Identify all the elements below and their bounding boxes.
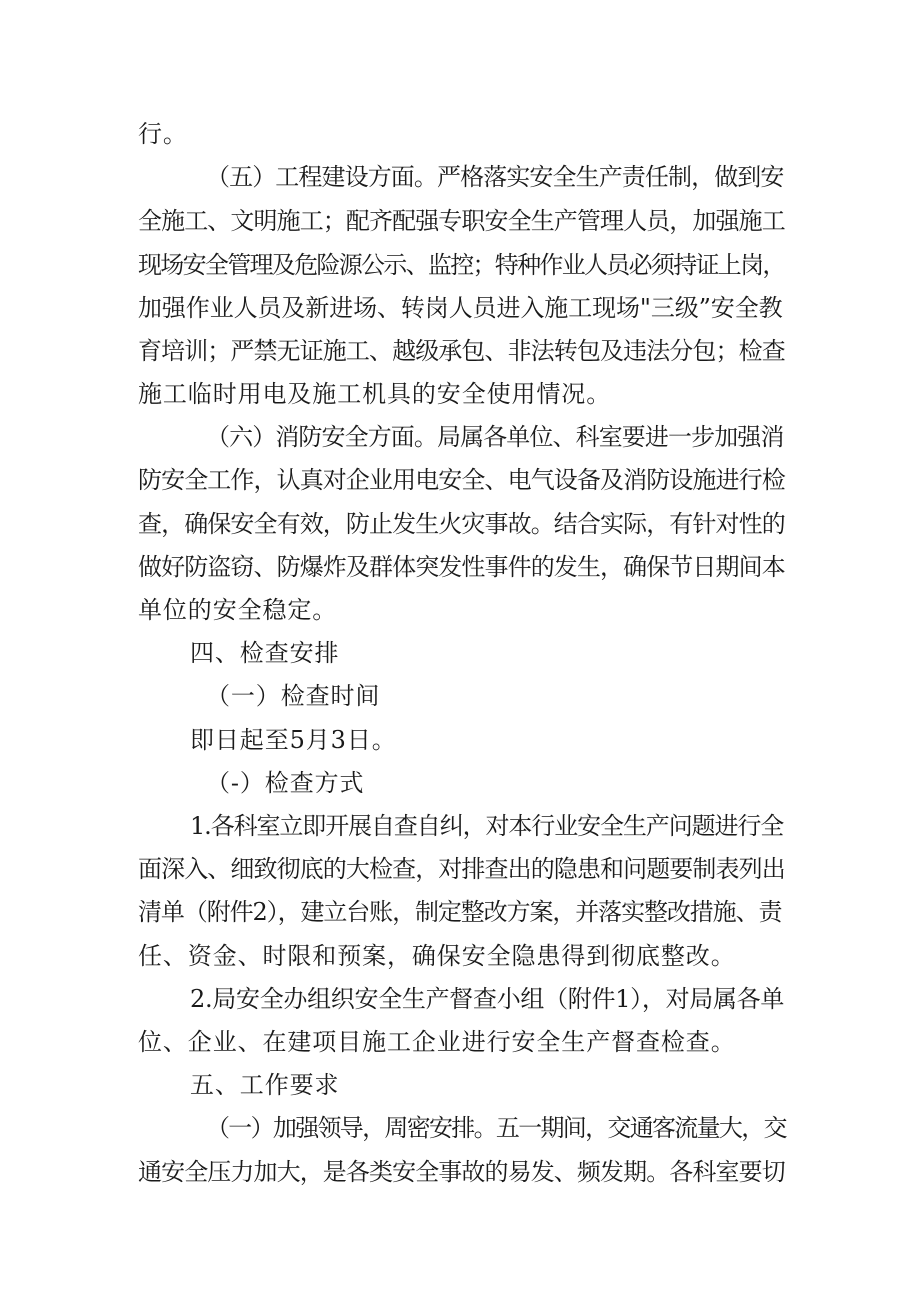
text-line: 面深入、细致彻底的大检查，对排查出的隐患和问题要制表列出: [138, 855, 785, 883]
item-1-line-1: 1.各科室立即开展自查自纠，对本行业安全生产问题进行全: [190, 812, 784, 840]
text-line: 加强作业人员及新进场、转岗人员进入施工现场"三级”安全教: [138, 294, 783, 322]
subheading-check-method: （-）检查方式: [206, 769, 365, 797]
text-line: 育培训；严禁无证施工、越级承包、非法转包及违法分包；检查: [138, 337, 785, 365]
text-line: 清单（附件2），建立台账，制定整改方案，并落实整改措施、责: [138, 898, 782, 926]
text-line: 任、资金、时限和预案，确保安全隐患得到彻底整改。: [138, 942, 736, 970]
text-line: 位、企业、在建项目施工企业进行安全生产督查检查。: [138, 1028, 736, 1056]
text-line: 通安全压力加大，是各类安全事故的易发、频发期。各科室要切: [138, 1158, 785, 1186]
paragraph-6-line-1: （六）消防安全方面。局属各单位、科室要进一步加强消: [206, 423, 784, 451]
text-line: 即日起至5月3日。: [190, 726, 397, 754]
text-line: 防安全工作，认真对企业用电安全、电气设备及消防设施进行检: [138, 466, 785, 494]
section-heading-5: 五、工作要求: [190, 1071, 340, 1099]
text-line: 单位的安全稳定。: [138, 596, 338, 624]
text-line: 做好防盗窃、防爆炸及群体突发性事件的发生，确保节日期间本: [138, 553, 785, 581]
text-line: 施工临时用电及施工机具的安全使用情况。: [138, 380, 612, 408]
requirement-1-line-1: （一）加强领导，周密安排。五一期间，交通客流量大，交: [206, 1114, 786, 1142]
text-line: 现场安全管理及危险源公示、监控；特种作业人员必须持证上岗，: [138, 251, 785, 279]
section-heading-4: 四、检查安排: [190, 639, 340, 667]
text-line: 查，确保安全有效，防止发生火灾事故。结合实际，有针对性的: [138, 510, 785, 538]
subheading-check-time: （一）检查时间: [206, 682, 381, 710]
paragraph-5-line-1: （五）工程建设方面。严格落实安全生产责任制，做到安: [206, 163, 784, 191]
item-2-line-1: 2.局安全办组织安全生产督查小组（附件1），对局属各单: [190, 985, 785, 1013]
text-line: 行。: [138, 120, 188, 148]
text-line: 全施工、文明施工；配齐配强专职安全生产管理人员，加强施工: [138, 207, 785, 235]
